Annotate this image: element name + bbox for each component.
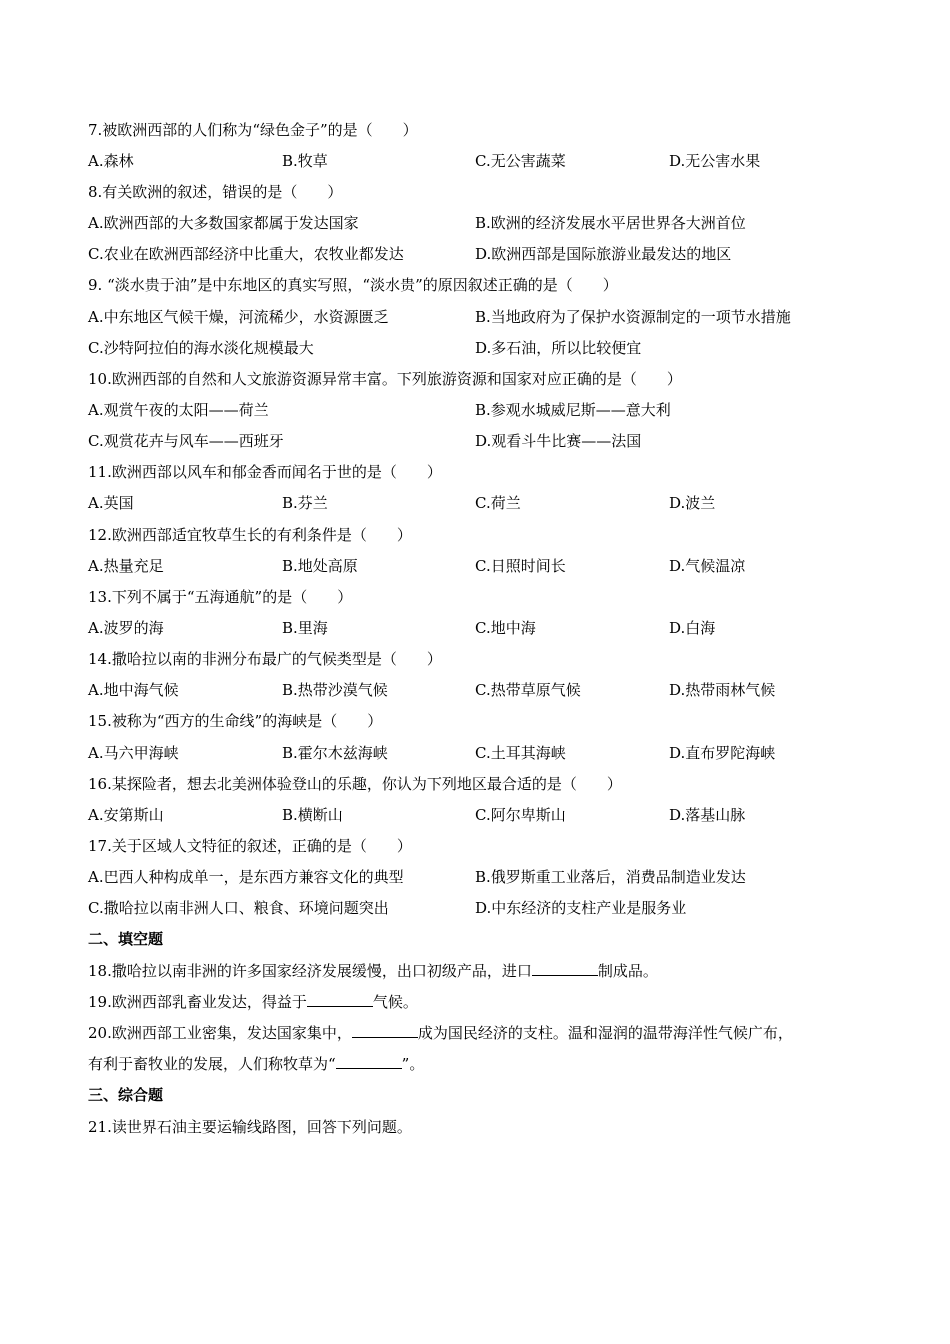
- q15-option-c: C.土耳其海峡: [475, 744, 566, 762]
- q17-option-d: D.中东经济的支柱产业是服务业: [475, 899, 687, 917]
- q12-option-d: D.气候温凉: [669, 557, 746, 575]
- q14-option-d: D.热带雨林气候: [669, 681, 776, 699]
- q20-blank-2: [336, 1054, 402, 1069]
- q13-option-b: B.里海: [282, 619, 328, 637]
- q11-option-d: D.波兰: [669, 494, 716, 512]
- q19-blank-1: [307, 992, 373, 1007]
- question-20: [88, 1023, 793, 1043]
- question-20-continued: [88, 1054, 424, 1074]
- question-15: 15.被称为“西方的生命线”的海峡是（ ）: [88, 712, 383, 730]
- q8-option-d: D.欧洲西部是国际旅游业最发达的地区: [475, 245, 732, 263]
- q20-blank-1: [352, 1023, 418, 1038]
- q8-option-a: A.欧洲西部的大多数国家都属于发达国家: [88, 214, 359, 232]
- q10-option-d: D.观看斗牛比赛——法国: [475, 432, 642, 450]
- question-12: 12.欧洲西部适宜牧草生长的有利条件是（ ）: [88, 526, 412, 544]
- question-19: [88, 992, 418, 1012]
- q16-option-b: B.横断山: [282, 806, 343, 824]
- q20-text-4: ”。: [401, 1055, 425, 1073]
- question-8: 8.有关欧洲的叙述，错误的是（ ）: [88, 183, 343, 201]
- q17-option-a: A.巴西人种构成单一，是东西方兼容文化的典型: [88, 868, 404, 886]
- q14-option-a: A.地中海气候: [88, 681, 179, 699]
- q12-option-c: C.日照时间长: [475, 557, 566, 575]
- q9-option-d: D.多石油，所以比较便宜: [475, 339, 642, 357]
- q17-option-c: C.撒哈拉以南非洲人口、粮食、环境问题突出: [88, 899, 389, 917]
- q12-option-a: A.热量充足: [88, 557, 164, 575]
- q16-option-c: C.阿尔卑斯山: [475, 806, 566, 824]
- q14-option-c: C.热带草原气候: [475, 681, 581, 699]
- section-heading-fill-blank: 二、填空题: [88, 930, 164, 948]
- q11-option-a: A.英国: [88, 494, 134, 512]
- q10-option-c: C.观赏花卉与风车——西班牙: [88, 432, 284, 450]
- q13-option-d: D.白海: [669, 619, 716, 637]
- q16-option-a: A.安第斯山: [88, 806, 164, 824]
- question-10: 10.欧洲西部的自然和人文旅游资源异常丰富。下列旅游资源和国家对应正确的是（ ）: [88, 370, 682, 388]
- q20-text-1: 20.欧洲西部工业密集，发达国家集中，: [88, 1024, 352, 1042]
- q10-option-b: B.参观水城威尼斯——意大利: [475, 401, 671, 419]
- section-heading-comprehensive: 三、综合题: [88, 1086, 164, 1104]
- q20-text-2: 成为国民经济的支柱。温和湿润的温带海洋性气候广布，: [417, 1024, 793, 1042]
- q12-option-b: B.地处高原: [282, 557, 358, 575]
- q19-text-1: 19.欧洲西部乳畜业发达，得益于: [88, 993, 307, 1011]
- q19-text-2: 气候。: [372, 993, 418, 1011]
- question-18: [88, 961, 658, 981]
- q8-option-c: C.农业在欧洲西部经济中比重大，农牧业都发达: [88, 245, 404, 263]
- q16-option-d: D.落基山脉: [669, 806, 746, 824]
- question-7: 7.被欧洲西部的人们称为“绿色金子”的是（ ）: [88, 121, 418, 139]
- q7-option-c: C.无公害蔬菜: [475, 152, 566, 170]
- q15-option-a: A.马六甲海峡: [88, 744, 179, 762]
- q18-text-1: 18.撒哈拉以南非洲的许多国家经济发展缓慢，出口初级产品，进口: [88, 962, 532, 980]
- q15-option-d: D.直布罗陀海峡: [669, 744, 776, 762]
- question-13: 13.下列不属于“五海通航”的是（ ）: [88, 588, 353, 606]
- q11-option-c: C.荷兰: [475, 494, 521, 512]
- q11-option-b: B.芬兰: [282, 494, 328, 512]
- q20-text-3: 有利于畜牧业的发展，人们称牧草为“: [88, 1055, 336, 1073]
- q9-option-a: A.中东地区气候干燥，河流稀少，水资源匮乏: [88, 308, 389, 326]
- q9-option-c: C.沙特阿拉伯的海水淡化规模最大: [88, 339, 314, 357]
- q13-option-c: C.地中海: [475, 619, 536, 637]
- q7-option-d: D.无公害水果: [669, 152, 761, 170]
- q7-option-b: B.牧草: [282, 152, 328, 170]
- question-16: 16.某探险者，想去北美洲体验登山的乐趣，你认为下列地区最合适的是（ ）: [88, 775, 622, 793]
- q15-option-b: B.霍尔木兹海峡: [282, 744, 388, 762]
- question-9: 9. “淡水贵于油”是中东地区的真实写照，“淡水贵”的原因叙述正确的是（ ）: [88, 276, 618, 294]
- question-21: 21.读世界石油主要运输线路图，回答下列问题。: [88, 1118, 412, 1136]
- q9-option-b: B.当地政府为了保护水资源制定的一项节水措施: [475, 308, 791, 326]
- question-11: 11.欧洲西部以风车和郁金香而闻名于世的是（ ）: [88, 463, 442, 481]
- q17-option-b: B.俄罗斯重工业落后，消费品制造业发达: [475, 868, 746, 886]
- q14-option-b: B.热带沙漠气候: [282, 681, 388, 699]
- q18-text-2: 制成品。: [597, 962, 658, 980]
- q18-blank-1: [532, 961, 598, 976]
- question-17: 17.关于区域人文特征的叙述，正确的是（ ）: [88, 837, 412, 855]
- q8-option-b: B.欧洲的经济发展水平居世界各大洲首位: [475, 214, 746, 232]
- q7-option-a: A.森林: [88, 152, 134, 170]
- q13-option-a: A.波罗的海: [88, 619, 164, 637]
- question-14: 14.撒哈拉以南的非洲分布最广的气候类型是（ ）: [88, 650, 442, 668]
- q10-option-a: A.观赏午夜的太阳——荷兰: [88, 401, 269, 419]
